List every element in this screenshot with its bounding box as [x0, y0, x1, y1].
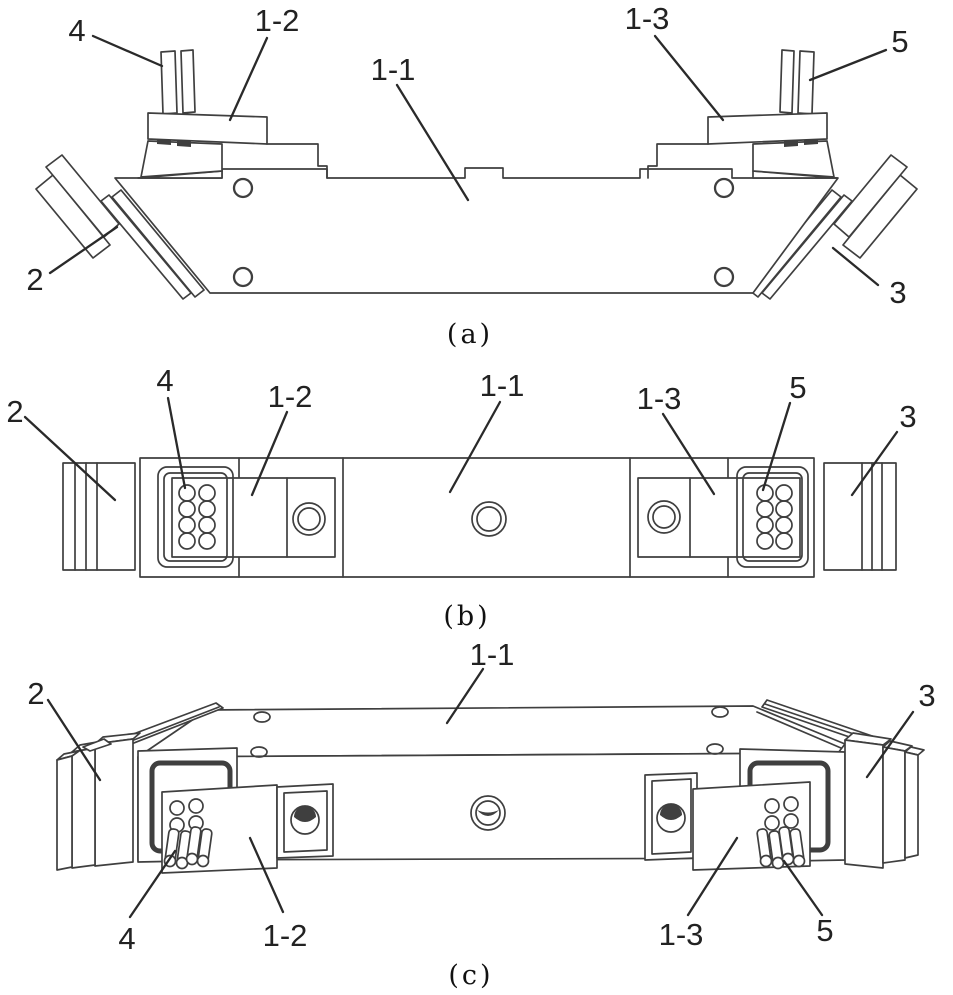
- label-part2: 2: [6, 394, 24, 429]
- label-part4: 4: [118, 921, 136, 956]
- label-part3: 3: [889, 275, 907, 310]
- view-c: [27, 637, 935, 991]
- clamp-pad: [157, 139, 171, 145]
- label-part5: 5: [789, 370, 807, 405]
- label-part12: 1-2: [254, 3, 300, 38]
- label-part4: 4: [156, 363, 174, 398]
- right-end-cap: [824, 463, 896, 570]
- label-part13: 1-3: [624, 1, 670, 36]
- pins: [757, 826, 805, 868]
- caption-c: (c): [448, 960, 494, 991]
- body-top-face: [138, 706, 845, 757]
- label-part3: 3: [918, 678, 936, 713]
- label-part5: 5: [891, 24, 909, 59]
- caption-b: (b): [443, 601, 491, 632]
- label-part13: 1-3: [658, 917, 704, 952]
- label-part12: 1-2: [262, 918, 308, 953]
- clamp-jaw: [141, 141, 222, 177]
- label-part3: 3: [899, 399, 917, 434]
- pin: [161, 51, 177, 114]
- plate-hole: [715, 179, 733, 197]
- leader-5: [810, 50, 886, 80]
- right-clamp-bracket: [648, 50, 837, 178]
- plate-hole: [234, 268, 252, 286]
- label-part11: 1-1: [479, 368, 525, 403]
- leader-5: [784, 861, 822, 915]
- clamp-pad: [177, 140, 191, 147]
- view-a: [26, 1, 917, 350]
- plate-hole: [234, 179, 252, 197]
- leader-1-2: [230, 38, 267, 120]
- view-b: [6, 363, 916, 632]
- label-part2: 2: [26, 262, 44, 297]
- label-part2: 2: [27, 676, 45, 711]
- label-part12: 1-2: [267, 379, 313, 414]
- pin: [181, 50, 195, 113]
- label-part13: 1-3: [636, 381, 682, 416]
- label-part5: 5: [816, 913, 834, 948]
- pins: [165, 826, 213, 868]
- right-block: [638, 478, 800, 557]
- leader-1-3: [655, 36, 723, 120]
- leader-4: [93, 36, 162, 66]
- clamp-bar: [148, 113, 267, 144]
- plate-hole: [715, 268, 733, 286]
- caption-a: (a): [446, 319, 494, 350]
- label-part11: 1-1: [469, 637, 515, 672]
- label-part11: 1-1: [370, 52, 416, 87]
- left-end-cap: [63, 463, 135, 570]
- label-part4: 4: [68, 13, 86, 48]
